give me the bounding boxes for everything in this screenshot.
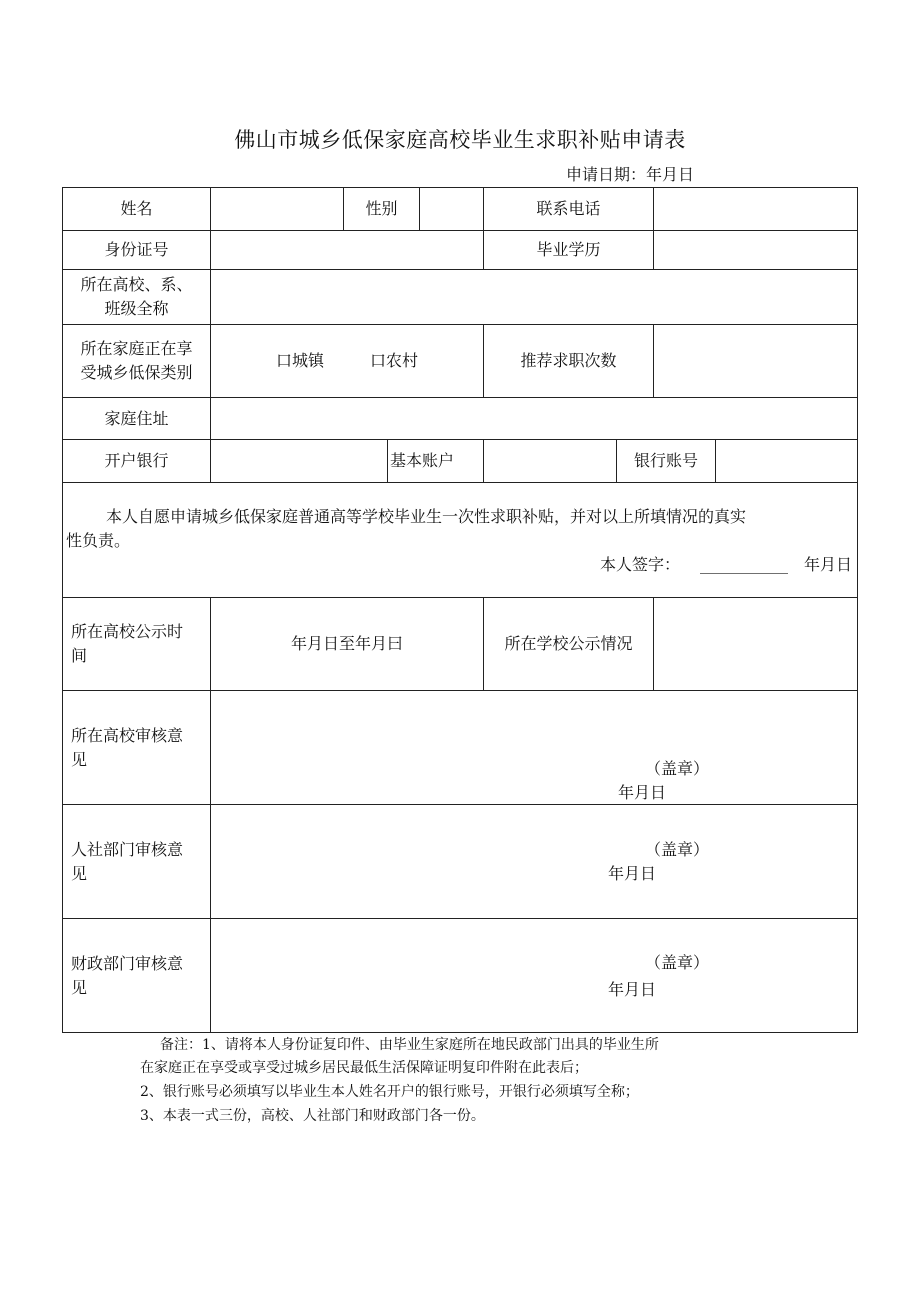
finance-review-seal: （盖章） bbox=[645, 953, 710, 972]
finance-review-date: 年月日 bbox=[608, 980, 657, 999]
hr-review-field[interactable] bbox=[210, 804, 858, 919]
bank-field[interactable] bbox=[210, 439, 388, 483]
address-field[interactable] bbox=[210, 397, 858, 440]
declaration-box bbox=[62, 482, 858, 598]
gender-field[interactable] bbox=[419, 187, 484, 231]
education-label: 毕业学历 bbox=[483, 230, 654, 270]
hr-review-seal: （盖章） bbox=[645, 840, 710, 859]
declaration-line2: 性负责。 bbox=[66, 531, 131, 550]
publicity-time-field[interactable]: 年月日至年月曰 bbox=[210, 597, 484, 691]
subsidy-type-label: 所在家庭正在享 受城乡低保类别 bbox=[62, 324, 211, 398]
bank-label: 开户银行 bbox=[62, 439, 211, 483]
school-review-field[interactable] bbox=[210, 690, 858, 805]
signature-field[interactable]: ___________ bbox=[700, 555, 788, 574]
publicity-time-label: 所在高校公示时 间 bbox=[62, 597, 211, 691]
rural-checkbox[interactable]: 口农村 bbox=[370, 351, 419, 370]
bank-account-no-field[interactable] bbox=[715, 439, 858, 483]
hr-review-label: 人社部门审核意 见 bbox=[62, 804, 211, 919]
declaration-line1: 本人自愿申请城乡低保家庭普通高等学校毕业生一次性求职补贴，并对以上所填情况的真实 bbox=[106, 507, 747, 526]
bank-account-no-label: 银行账号 bbox=[616, 439, 716, 483]
finance-review-label: 财政部门审核意 见 bbox=[62, 918, 211, 1033]
phone-field[interactable] bbox=[653, 187, 858, 231]
publicity-status-field[interactable] bbox=[653, 597, 858, 691]
form-title: 佛山市城乡低保家庭高校毕业生求职补贴申请表 bbox=[234, 128, 686, 152]
subsidy-type-options bbox=[210, 324, 484, 398]
note-line1: 备注：1、请将本人身份证复印件、由毕业生家庭所在地民政部门出具的毕业生所 bbox=[160, 1037, 659, 1053]
school-full-name-field[interactable] bbox=[210, 269, 858, 325]
name-field[interactable] bbox=[210, 187, 344, 231]
address-label: 家庭住址 bbox=[62, 397, 211, 440]
school-review-date: 年月日 bbox=[618, 783, 667, 802]
education-field[interactable] bbox=[653, 230, 858, 270]
signature-date: 年月日 bbox=[804, 555, 853, 574]
basic-account-field[interactable] bbox=[483, 439, 617, 483]
id-number-label: 身份证号 bbox=[62, 230, 211, 270]
note-line4: 3、本表一式三份，高校、人社部门和财政部门各一份。 bbox=[140, 1108, 485, 1124]
note-line3: 2、银行账号必须填写以毕业生本人姓名开户的银行账号，开银行必须填写全称； bbox=[140, 1084, 639, 1100]
school-review-label: 所在高校审核意 见 bbox=[62, 690, 211, 805]
gender-label: 性别 bbox=[343, 187, 420, 231]
phone-label: 联系电话 bbox=[483, 187, 654, 231]
school-full-name-label: 所在高校、系、 班级全称 bbox=[62, 269, 211, 325]
note-line2: 在家庭正在享受或享受过城乡居民最低生活保障证明复印件附在此表后； bbox=[140, 1060, 588, 1076]
name-label: 姓名 bbox=[62, 187, 211, 231]
publicity-status-label: 所在学校公示情况 bbox=[483, 597, 654, 691]
finance-review-field[interactable] bbox=[210, 918, 858, 1033]
recommend-count-label: 推荐求职次数 bbox=[483, 324, 654, 398]
id-number-field[interactable] bbox=[210, 230, 484, 270]
recommend-count-field[interactable] bbox=[653, 324, 858, 398]
school-review-seal: （盖章） bbox=[645, 759, 710, 778]
basic-account-label: 基本账户 bbox=[387, 439, 484, 483]
signature-label: 本人签字： bbox=[600, 555, 681, 574]
apply-date: 申请日期：年月日 bbox=[566, 165, 695, 184]
urban-checkbox[interactable]: 口城镇 bbox=[275, 351, 324, 370]
hr-review-date: 年月日 bbox=[608, 864, 657, 883]
